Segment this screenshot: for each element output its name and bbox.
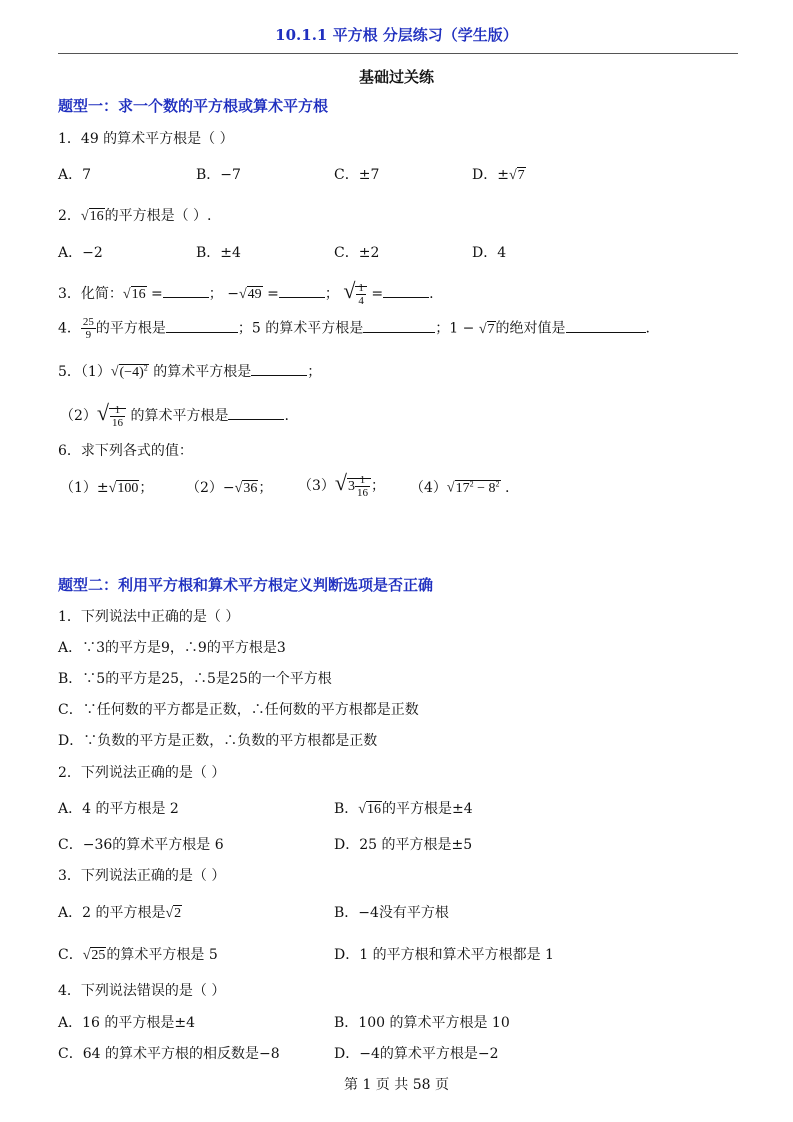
t2-q3-option-c: C．√25的算术平方根是 5 — [58, 947, 218, 963]
t1-q1-option-b: B．−7 — [196, 167, 241, 183]
sqrt-expression: √16 — [80, 209, 104, 224]
t1-q2-option-a: A．−2 — [58, 245, 103, 261]
t1-q1-option-a: A．7 — [58, 167, 92, 183]
answer-blank[interactable] — [166, 332, 238, 333]
answer-blank[interactable] — [566, 332, 646, 333]
t2-q2-option-b: B．√16的平方根是±4 — [334, 801, 473, 817]
section-title: 基础过关练 — [358, 68, 434, 86]
t2-q2-option-a: A．4 的平方根是 2 — [58, 801, 179, 817]
t2-q2-option-c: C．−36的算术平方根是 6 — [58, 837, 224, 853]
t1-q5-part2: （2）√ $\frac{1}{16}$ 的算术平方根是 . — [60, 400, 289, 430]
t2-q3-stem: 3．下列说法正确的是（ ） — [58, 868, 226, 884]
type2-title: 题型二：利用平方根和算术平方根定义判断选项是否正确 — [58, 576, 434, 594]
t1-q1-option-d — [472, 164, 526, 184]
page-footer: 第 1 页 共 58 页 — [344, 1077, 449, 1093]
type1-title: 题型一：求一个数的平方根或算术平方根 — [58, 97, 329, 115]
t2-q4-stem: 4．下列说法错误的是（ ） — [58, 983, 226, 999]
t2-q3-option-d: D．1 的平方根和算术平方根都是 1 — [334, 947, 554, 963]
t1-q2-option-b: B．±4 — [196, 245, 241, 261]
t2-q2-stem: 2．下列说法正确的是（ ） — [58, 765, 226, 781]
header-divider — [58, 53, 738, 54]
answer-blank[interactable] — [251, 375, 307, 376]
t2-q4-option-d: D．−4的算术平方根是−2 — [334, 1046, 499, 1062]
t1-q2-option-d: D．4 — [472, 245, 507, 261]
t1-q6-stem: 6．求下列各式的值： — [58, 443, 193, 459]
answer-blank[interactable] — [383, 297, 429, 298]
answer-blank[interactable] — [228, 419, 284, 420]
t1-q2-stem: 2．√16的平方根是（ ）. — [58, 208, 212, 224]
document-title: 10.1.1 平方根 分层练习（学生版） — [275, 26, 518, 44]
option-d-label: D．± — [472, 167, 509, 183]
t2-q4-option-c: C．64 的算术平方根的相反数是−8 — [58, 1046, 280, 1062]
t2-q4-option-b: B．100 的算术平方根是 10 — [334, 1015, 510, 1031]
t2-q3-option-b: B．−4没有平方根 — [334, 905, 449, 921]
t1-q4: 4． $\frac{25}{9}$ 的平方根是 ；5 的算术平方根是 ；1 − √7的绝对值是 . — [58, 316, 650, 341]
t1-q6-item3: （3）√3 $\frac{1}{16}$ ； — [298, 470, 385, 500]
t2-q2-option-d: D．25 的平方根是±5 — [334, 837, 473, 853]
answer-blank[interactable] — [163, 297, 209, 298]
t1-q6-item1: （1）±√100； — [60, 480, 154, 496]
t2-q1-stem: 1．下列说法中正确的是（ ） — [58, 609, 240, 625]
t2-q1-option-c: C．∵任何数的平方都是正数，∴任何数的平方根都是正数 — [58, 702, 419, 718]
t2-q1-option-a: A．∵3的平方是9，∴9的平方根是3 — [58, 640, 286, 656]
answer-blank[interactable] — [363, 332, 435, 333]
t1-q5-part1: 5．$(1)√(-4)^2$ 的算术平方根是 ； — [58, 363, 322, 380]
t1-q1-stem: 1．49 的算术平方根是（ ） — [58, 131, 234, 147]
t1-q3: 3．化简：√16 = ； −√49 = ； √ $\frac{1}{4}$ = . — [58, 278, 434, 308]
t2-q1-option-b: B．∵5的平方是25，∴5是25的一个平方根 — [58, 671, 332, 687]
t1-q6-item4: $(4)√17^2 - 8^2$ . — [410, 479, 510, 496]
t1-q2-option-c: C．±2 — [334, 245, 380, 261]
t2-q3-option-a: A．2 的平方根是√2 — [58, 905, 182, 921]
t2-q4-option-a: A．16 的平方根是±4 — [58, 1015, 196, 1031]
t1-q1-option-c: C．±7 — [334, 167, 380, 183]
t1-q6-item2: （2）−√36； — [186, 480, 273, 496]
t2-q1-option-d: D．∵负数的平方是正数，∴负数的平方根都是正数 — [58, 733, 378, 749]
sqrt-expression: √7 — [508, 168, 525, 183]
answer-blank[interactable] — [279, 297, 325, 298]
